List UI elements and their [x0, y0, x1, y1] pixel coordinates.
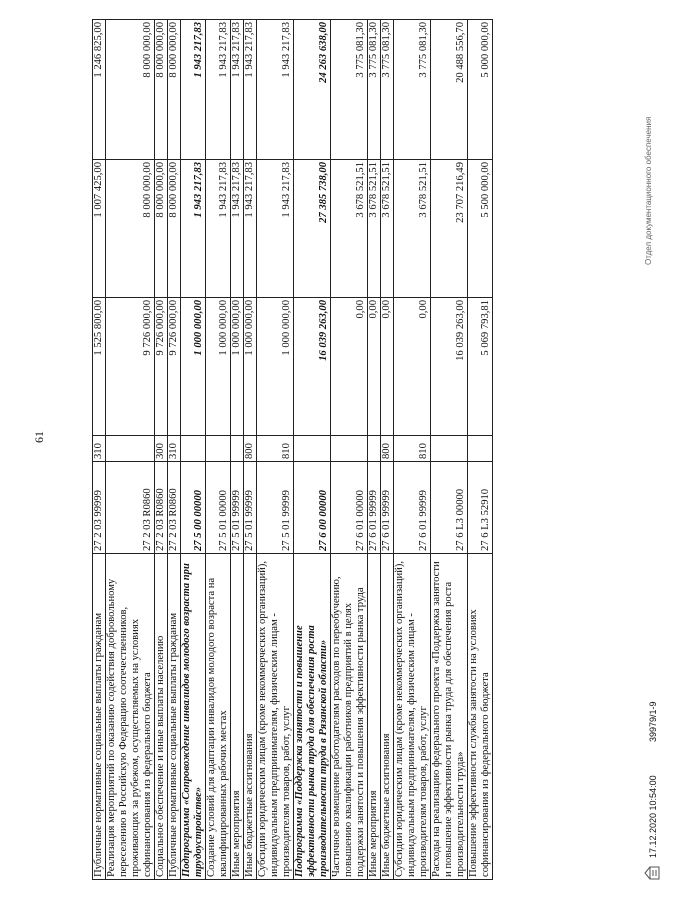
row-code-cell: 27 6 01 00000	[331, 462, 368, 554]
row-name-cell: Социальное обеспечение и иные выплаты населению	[155, 554, 168, 880]
row-value-2023-cell: 1 943 217,83	[181, 20, 206, 160]
row-value-2022-cell: 1 007 425,00	[93, 160, 106, 298]
row-value-2023-cell: 3 775 081,30	[331, 20, 368, 160]
row-code-cell: 27 5 01 99999	[257, 462, 294, 554]
row-code-cell: 27 6 01 99999	[381, 462, 394, 554]
row-value-2021-cell: 1 000 000,00	[181, 298, 206, 436]
row-value-2021-cell: 1 525 800,00	[93, 298, 106, 436]
row-name-cell: Расходы на реализацию федерального проекта «Поддержка занятости и повышение эффективности рынка труда для обеспечения роста производительности труда»	[431, 554, 468, 880]
row-value-2022-cell: 1 943 217,83	[181, 160, 206, 298]
row-expense-type-cell	[368, 436, 381, 462]
table-row	[257, 20, 294, 880]
row-value-2022-cell: 1 943 217,83	[257, 160, 294, 298]
row-value-2021-cell: 0,00	[331, 298, 368, 436]
row-value-2022-cell: 8 000 000,00	[106, 160, 155, 298]
row-expense-type-cell	[468, 436, 493, 462]
row-name-cell: Иные бюджетные ассигнования	[244, 554, 257, 880]
row-name-cell: Реализация мероприятий по оказанию содействия добровольному переселению в Российскую Федерацию соотечественников, проживающих за рубежом, осуществляемых на условиях софинансирования из федерального бюджета	[106, 554, 155, 880]
row-expense-type-cell	[206, 436, 231, 462]
row-code-cell: 27 6 01 99999	[394, 462, 431, 554]
row-expense-type-cell: 810	[394, 436, 431, 462]
row-value-2021-cell: 5 069 793,81	[468, 298, 493, 436]
row-value-2022-cell: 8 000 000,00	[155, 160, 168, 298]
row-value-2021-cell: 9 726 000,00	[155, 298, 168, 436]
row-value-2021-cell: 16 039 263,00	[294, 298, 331, 436]
row-expense-type-cell	[181, 436, 206, 462]
row-value-2022-cell: 8 000 000,00	[168, 160, 181, 298]
row-value-2023-cell: 3 775 081,30	[368, 20, 381, 160]
row-name-cell: Иные мероприятия	[231, 554, 244, 880]
row-value-2021-cell: 0,00	[381, 298, 394, 436]
row-expense-type-cell	[431, 436, 468, 462]
row-value-2022-cell: 23 707 216,49	[431, 160, 468, 298]
row-name-cell: Частичное возмещение работодателям расходов по переобучению, повышению квалификации работников предприятий в целях поддержки занятости и повышения эффективности рынка труда	[331, 554, 368, 880]
row-value-2022-cell: 1 943 217,83	[231, 160, 244, 298]
table-row	[394, 20, 431, 880]
row-value-2021-cell: 9 726 000,00	[168, 298, 181, 436]
row-value-2021-cell: 9 726 000,00	[106, 298, 155, 436]
row-name-cell: Иные бюджетные ассигнования	[381, 554, 394, 880]
budget-table	[92, 19, 493, 880]
row-value-2022-cell: 3 678 521,51	[381, 160, 394, 298]
page-footer	[644, 20, 680, 880]
table-row	[231, 20, 244, 880]
registry-logo-icon	[644, 866, 660, 880]
row-value-2021-cell: 0,00	[368, 298, 381, 436]
row-value-2022-cell: 3 678 521,51	[394, 160, 431, 298]
budget-table-body	[93, 20, 493, 880]
row-value-2022-cell: 3 678 521,51	[368, 160, 381, 298]
row-value-2023-cell: 5 000 000,00	[468, 20, 493, 160]
row-code-cell: 27 5 00 00000	[181, 462, 206, 554]
row-value-2023-cell: 8 000 000,00	[155, 20, 168, 160]
row-value-2023-cell: 8 000 000,00	[106, 20, 155, 160]
row-code-cell: 27 6 L3 52910	[468, 462, 493, 554]
row-value-2022-cell: 5 500 000,00	[468, 160, 493, 298]
row-expense-type-cell: 310	[168, 436, 181, 462]
row-value-2023-cell: 1 943 217,83	[257, 20, 294, 160]
row-value-2022-cell: 27 385 738,00	[294, 160, 331, 298]
row-value-2022-cell: 1 943 217,83	[244, 160, 257, 298]
row-code-cell: 27 2 03 R0860	[168, 462, 181, 554]
row-code-cell: 27 6 01 99999	[368, 462, 381, 554]
footer-stamp: Отдел документационного обеспечения	[644, 116, 653, 265]
row-name-cell: Создание условий для адаптации инвалидов молодого возраста на квалифицированных рабочих местах	[206, 554, 231, 880]
row-expense-type-cell: 310	[93, 436, 106, 462]
row-name-cell: Иные мероприятия	[368, 554, 381, 880]
table-row	[168, 20, 181, 880]
row-code-cell: 27 5 01 99999	[244, 462, 257, 554]
row-value-2023-cell: 1 943 217,83	[244, 20, 257, 160]
row-value-2023-cell: 20 488 556,70	[431, 20, 468, 160]
row-name-cell: Подпрограмма «Сопровождение инвалидов молодого возраста при трудоустройстве»	[181, 554, 206, 880]
row-name-cell: Публичные нормативные социальные выплаты гражданам	[93, 554, 106, 880]
row-value-2021-cell: 1 000 000,00	[206, 298, 231, 436]
row-name-cell: Повышение эффективности службы занятости на условиях софинансирования из федерального бюджета	[468, 554, 493, 880]
table-row	[244, 20, 257, 880]
row-value-2023-cell: 3 775 081,30	[381, 20, 394, 160]
table-row	[206, 20, 231, 880]
footer-date: 17.12.2020 10:54:00	[648, 775, 658, 858]
rotated-page-content	[92, 20, 658, 880]
table-row	[468, 20, 493, 880]
table-row	[431, 20, 468, 880]
row-code-cell: 27 5 01 00000	[206, 462, 231, 554]
row-expense-type-cell: 810	[257, 436, 294, 462]
row-expense-type-cell: 300	[155, 436, 168, 462]
table-row	[106, 20, 155, 880]
table-row	[93, 20, 106, 880]
row-code-cell: 27 5 01 99999	[231, 462, 244, 554]
footer-doc-id: 39979/1-9	[648, 701, 658, 742]
row-name-cell: Субсидии юридическим лицам (кроме некоммерческих организаций), индивидуальным предпринимателям, физическим лицам - производителям товаров, работ, услуг	[257, 554, 294, 880]
row-value-2022-cell: 3 678 521,51	[331, 160, 368, 298]
row-value-2021-cell: 16 039 263,00	[431, 298, 468, 436]
table-row	[381, 20, 394, 880]
row-code-cell: 27 2 03 99999	[93, 462, 106, 554]
row-expense-type-cell	[231, 436, 244, 462]
row-value-2023-cell: 1 246 825,00	[93, 20, 106, 160]
row-value-2023-cell: 1 943 217,83	[231, 20, 244, 160]
page-number: 61	[32, 431, 46, 443]
row-value-2023-cell: 3 775 081,30	[394, 20, 431, 160]
row-code-cell: 27 6 L3 00000	[431, 462, 468, 554]
row-value-2023-cell: 8 000 000,00	[168, 20, 181, 160]
row-expense-type-cell	[294, 436, 331, 462]
row-name-cell: Субсидии юридическим лицам (кроме некоммерческих организаций), индивидуальным предпринимателям, физическим лицам - производителям товаров, работ, услуг	[394, 554, 431, 880]
row-value-2021-cell: 1 000 000,00	[244, 298, 257, 436]
table-row	[331, 20, 368, 880]
row-value-2021-cell: 0,00	[394, 298, 431, 436]
row-code-cell: 27 6 00 00000	[294, 462, 331, 554]
row-expense-type-cell	[331, 436, 368, 462]
row-value-2023-cell: 1 943 217,83	[206, 20, 231, 160]
row-value-2021-cell: 1 000 000,00	[231, 298, 244, 436]
row-name-cell: Публичные нормативные социальные выплаты гражданам	[168, 554, 181, 880]
row-code-cell: 27 2 03 R0860	[155, 462, 168, 554]
table-row	[294, 20, 331, 880]
row-value-2021-cell: 1 000 000,00	[257, 298, 294, 436]
row-value-2022-cell: 1 943 217,83	[206, 160, 231, 298]
table-row	[155, 20, 168, 880]
row-value-2023-cell: 24 263 638,00	[294, 20, 331, 160]
row-expense-type-cell: 800	[244, 436, 257, 462]
row-code-cell: 27 2 03 R0860	[106, 462, 155, 554]
row-expense-type-cell: 800	[381, 436, 394, 462]
row-name-cell: Подпрограмма «Поддержка занятости и повышение эффективности рынка труда для обеспечения роста производительности труда в Рязанской области»	[294, 554, 331, 880]
row-expense-type-cell	[106, 436, 155, 462]
table-row	[181, 20, 206, 880]
table-row	[368, 20, 381, 880]
